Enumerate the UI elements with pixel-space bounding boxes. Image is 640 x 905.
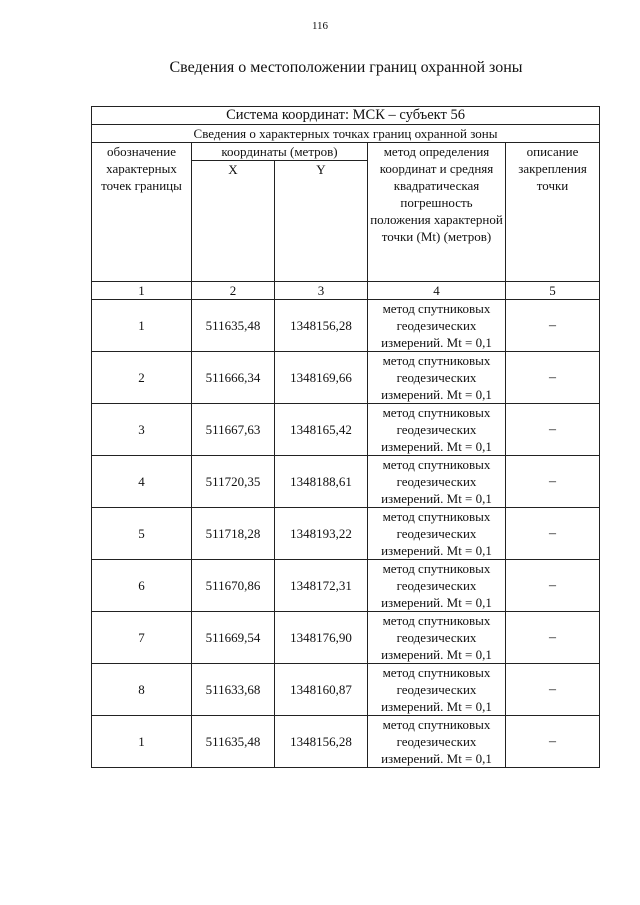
section-header: Сведения о характерных точках границ охранной зоны [92, 125, 600, 143]
x-coordinate-cell: 511667,63 [192, 404, 275, 456]
x-coordinate-cell: 511635,48 [192, 300, 275, 352]
point-number-cell: 7 [92, 612, 192, 664]
column-header-x-space [192, 178, 275, 282]
x-coordinate-cell: 511669,54 [192, 612, 275, 664]
method-cell: метод спутниковых геодезических измерений. Mt = 0,1 [368, 560, 506, 612]
point-number-cell: 3 [92, 404, 192, 456]
description-cell: – [506, 560, 600, 612]
point-number-cell: 2 [92, 352, 192, 404]
column-number: 1 [92, 282, 192, 300]
point-number-cell: 5 [92, 508, 192, 560]
column-number: 4 [368, 282, 506, 300]
x-coordinate-cell: 511635,48 [192, 716, 275, 768]
point-number-cell: 6 [92, 560, 192, 612]
column-header-method: метод определения координат и средняя квадратическая погрешность положения характерной точки (Mt) (метров) [368, 143, 506, 282]
column-number: 3 [275, 282, 368, 300]
table-row [92, 560, 600, 612]
x-coordinate-cell: 511718,28 [192, 508, 275, 560]
column-numbers-row [92, 282, 600, 300]
point-number-cell: 1 [92, 716, 192, 768]
table-row [92, 612, 600, 664]
page-number: 116 [311, 20, 329, 32]
column-header-y: Y [275, 161, 368, 179]
table-row [92, 716, 600, 768]
table-row [92, 664, 600, 716]
column-header-designation: обозначение характерных точек границы [92, 143, 192, 282]
method-cell: метод спутниковых геодезических измерений. Mt = 0,1 [368, 664, 506, 716]
y-coordinate-cell: 1348165,42 [275, 404, 368, 456]
method-cell: метод спутниковых геодезических измерений. Mt = 0,1 [368, 716, 506, 768]
x-coordinate-cell: 511670,86 [192, 560, 275, 612]
y-coordinate-cell: 1348172,31 [275, 560, 368, 612]
description-cell: – [506, 404, 600, 456]
description-cell: – [506, 352, 600, 404]
y-coordinate-cell: 1348169,66 [275, 352, 368, 404]
document-title: Сведения о местоположении границ охранной зоны [169, 59, 523, 76]
method-cell: метод спутниковых геодезических измерений. Mt = 0,1 [368, 612, 506, 664]
method-cell: метод спутниковых геодезических измерений. Mt = 0,1 [368, 300, 506, 352]
table-row [92, 404, 600, 456]
column-header-description: описание закрепления точки [506, 143, 600, 282]
x-coordinate-cell: 511720,35 [192, 456, 275, 508]
description-cell: – [506, 664, 600, 716]
x-coordinate-cell: 511633,68 [192, 664, 275, 716]
table-row [92, 456, 600, 508]
x-coordinate-cell: 511666,34 [192, 352, 275, 404]
point-number-cell: 4 [92, 456, 192, 508]
point-number-cell: 8 [92, 664, 192, 716]
column-number: 5 [506, 282, 600, 300]
y-coordinate-cell: 1348160,87 [275, 664, 368, 716]
description-cell: – [506, 612, 600, 664]
table-row [92, 508, 600, 560]
y-coordinate-cell: 1348156,28 [275, 716, 368, 768]
coordinate-system-header: Система координат: МСК – субъект 56 [92, 107, 600, 125]
method-cell: метод спутниковых геодезических измерений. Mt = 0,1 [368, 404, 506, 456]
table-row [92, 352, 600, 404]
description-cell: – [506, 508, 600, 560]
column-header-y-space [275, 178, 368, 282]
method-cell: метод спутниковых геодезических измерений. Mt = 0,1 [368, 456, 506, 508]
column-header-x: X [192, 161, 275, 179]
y-coordinate-cell: 1348193,22 [275, 508, 368, 560]
method-cell: метод спутниковых геодезических измерений. Mt = 0,1 [368, 352, 506, 404]
description-cell: – [506, 456, 600, 508]
y-coordinate-cell: 1348176,90 [275, 612, 368, 664]
column-header-coordinates: координаты (метров) [192, 143, 368, 161]
description-cell: – [506, 300, 600, 352]
point-number-cell: 1 [92, 300, 192, 352]
description-cell: – [506, 716, 600, 768]
table-row [92, 300, 600, 352]
y-coordinate-cell: 1348188,61 [275, 456, 368, 508]
y-coordinate-cell: 1348156,28 [275, 300, 368, 352]
column-number: 2 [192, 282, 275, 300]
method-cell: метод спутниковых геодезических измерений. Mt = 0,1 [368, 508, 506, 560]
boundary-points-table [91, 106, 600, 768]
